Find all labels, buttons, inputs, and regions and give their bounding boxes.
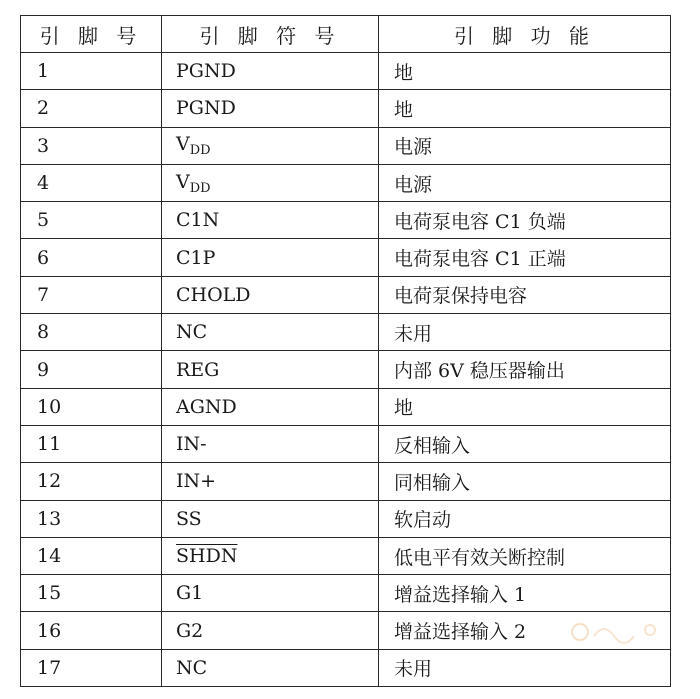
- pin-symbol: C1P: [162, 239, 379, 276]
- pin-function: 地: [379, 90, 671, 127]
- pin-number: 1: [21, 53, 162, 90]
- symbol-overlined: SHDN: [176, 545, 238, 567]
- pin-number: 8: [21, 314, 162, 351]
- pin-function: 增益选择输入 1: [379, 575, 671, 612]
- table-row: [21, 575, 671, 612]
- pin-function: 未用: [379, 649, 671, 686]
- pin-symbol: G2: [162, 612, 379, 649]
- symbol-subscript: DD: [189, 143, 211, 159]
- table-row: [21, 53, 671, 90]
- pin-function: 同相输入: [379, 463, 671, 500]
- pin-symbol: REG: [162, 351, 379, 388]
- pin-number: 15: [21, 575, 162, 612]
- table-row: [21, 239, 671, 276]
- pin-number: 16: [21, 612, 162, 649]
- symbol-main: V: [176, 133, 190, 156]
- pin-function: 电源: [379, 127, 671, 164]
- table-row: [21, 164, 671, 201]
- pin-symbol: PGND: [162, 90, 379, 127]
- pin-number: 6: [21, 239, 162, 276]
- table-header-row: [21, 16, 671, 53]
- table-row: [21, 388, 671, 425]
- pin-function: 电荷泵电容 C1 正端: [379, 239, 671, 276]
- symbol-subscript: DD: [189, 180, 211, 196]
- table-row: [21, 500, 671, 537]
- pin-function: 未用: [379, 314, 671, 351]
- table-row: [21, 202, 671, 239]
- pin-number: 12: [21, 463, 162, 500]
- pin-function: 地: [379, 388, 671, 425]
- pin-function: 地: [379, 53, 671, 90]
- pin-function: 内部 6V 稳压器输出: [379, 351, 671, 388]
- header-pin-number: 引 脚 号: [21, 16, 162, 53]
- pin-symbol: AGND: [162, 388, 379, 425]
- symbol-main: V: [176, 170, 190, 193]
- table-row: [21, 425, 671, 462]
- pin-symbol: [162, 537, 379, 574]
- pin-symbol: IN+: [162, 463, 379, 500]
- pin-function: 电源: [379, 164, 671, 201]
- table-row: [21, 649, 671, 686]
- pin-function: 低电平有效关断控制: [379, 537, 671, 574]
- watermark-logo: [560, 612, 670, 652]
- pin-number: 10: [21, 388, 162, 425]
- table-row: [21, 90, 671, 127]
- pin-function: 增益选择输入 2: [379, 612, 671, 649]
- table-row: [21, 351, 671, 388]
- pin-symbol: NC: [162, 314, 379, 351]
- pin-symbol: SS: [162, 500, 379, 537]
- pin-number: 7: [21, 276, 162, 313]
- pin-function: 电荷泵保持电容: [379, 276, 671, 313]
- table-row: [21, 537, 671, 574]
- pin-symbol: [162, 164, 379, 201]
- pin-number: 9: [21, 351, 162, 388]
- header-pin-function: 引 脚 功 能: [379, 16, 671, 53]
- pin-number: 4: [21, 164, 162, 201]
- pin-function: 软启动: [379, 500, 671, 537]
- header-pin-symbol: 引 脚 符 号: [162, 16, 379, 53]
- table-row: [21, 276, 671, 313]
- pin-symbol: G1: [162, 575, 379, 612]
- pin-number: 5: [21, 202, 162, 239]
- pin-symbol: [162, 127, 379, 164]
- pin-symbol: C1N: [162, 202, 379, 239]
- pin-symbol: CHOLD: [162, 276, 379, 313]
- pin-number: 17: [21, 649, 162, 686]
- pin-number: 3: [21, 127, 162, 164]
- pin-symbol: PGND: [162, 53, 379, 90]
- pin-table: [20, 15, 671, 687]
- pin-function: 反相输入: [379, 425, 671, 462]
- pin-symbol: NC: [162, 649, 379, 686]
- pin-number: 13: [21, 500, 162, 537]
- pin-number: 2: [21, 90, 162, 127]
- table-row: [21, 463, 671, 500]
- pin-number: 11: [21, 425, 162, 462]
- table-row: [21, 127, 671, 164]
- pin-symbol: IN-: [162, 425, 379, 462]
- pin-function: 电荷泵电容 C1 负端: [379, 202, 671, 239]
- pin-number: 14: [21, 537, 162, 574]
- table-row: [21, 314, 671, 351]
